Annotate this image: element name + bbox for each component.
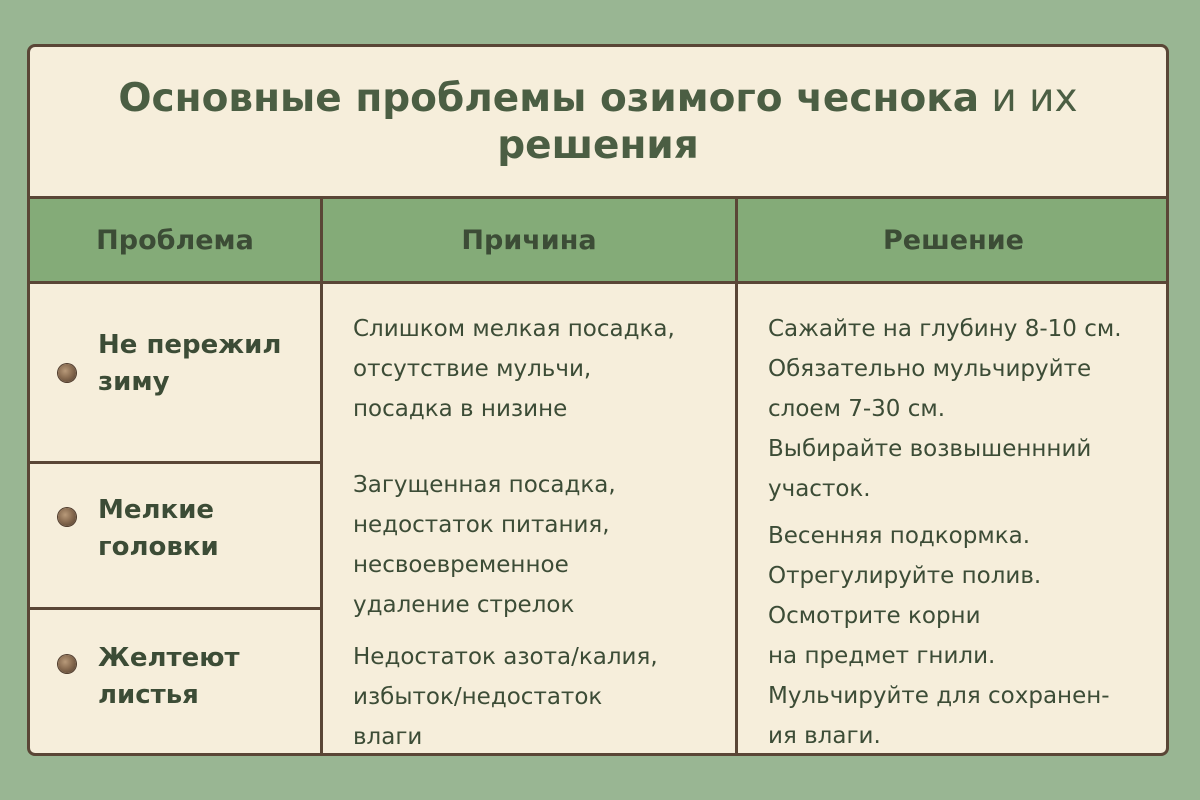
cause-text: Недостаток азота/калия, избыток/недостаток влаги <box>353 644 658 750</box>
header-cause: Причина <box>461 224 597 256</box>
table-row-problem <box>30 464 320 607</box>
title-area <box>30 47 1166 199</box>
bullet-dot-icon <box>58 364 76 382</box>
cause-text: Загущенная посадка, недостаток питания, несвоевременное удаление стрелок <box>353 472 616 618</box>
problem-label: Не пережил зиму <box>98 330 282 397</box>
problem-label: Мелкие головки <box>98 495 219 562</box>
table-row-problem <box>30 610 320 756</box>
problems-table-card <box>27 44 1169 756</box>
title-main: Основные проблемы озимого чеснока <box>118 75 980 121</box>
table-header-row <box>30 199 1166 284</box>
column-divider <box>320 199 323 756</box>
page-title <box>78 75 1118 169</box>
header-problem: Проблема <box>96 224 254 256</box>
problem-label: Желтеют листья <box>98 643 240 710</box>
solution-text: Мульчируйте для сохранен- ия влаги. <box>768 683 1110 749</box>
cause-text: Слишком мелкая посадка, отсутствие мульчи, посадка в низине <box>353 316 675 422</box>
column-divider <box>735 199 738 756</box>
bullet-dot-icon <box>58 655 76 673</box>
title-suffix: и их <box>979 75 1078 121</box>
header-solution: Решение <box>883 224 1024 256</box>
title-line2: решения <box>497 122 699 168</box>
table-row-problem <box>30 284 320 461</box>
bullet-dot-icon <box>58 508 76 526</box>
solution-text: Сажайте на глубину 8-10 см. Обязательно мульчируйте слоем 7-30 см. Выбирайте возвышеннний участок. <box>768 316 1122 502</box>
solution-text: Весенняя подкормка. Отрегулируйте полив. Осмотрите корни на предмет гнили. <box>768 523 1042 669</box>
